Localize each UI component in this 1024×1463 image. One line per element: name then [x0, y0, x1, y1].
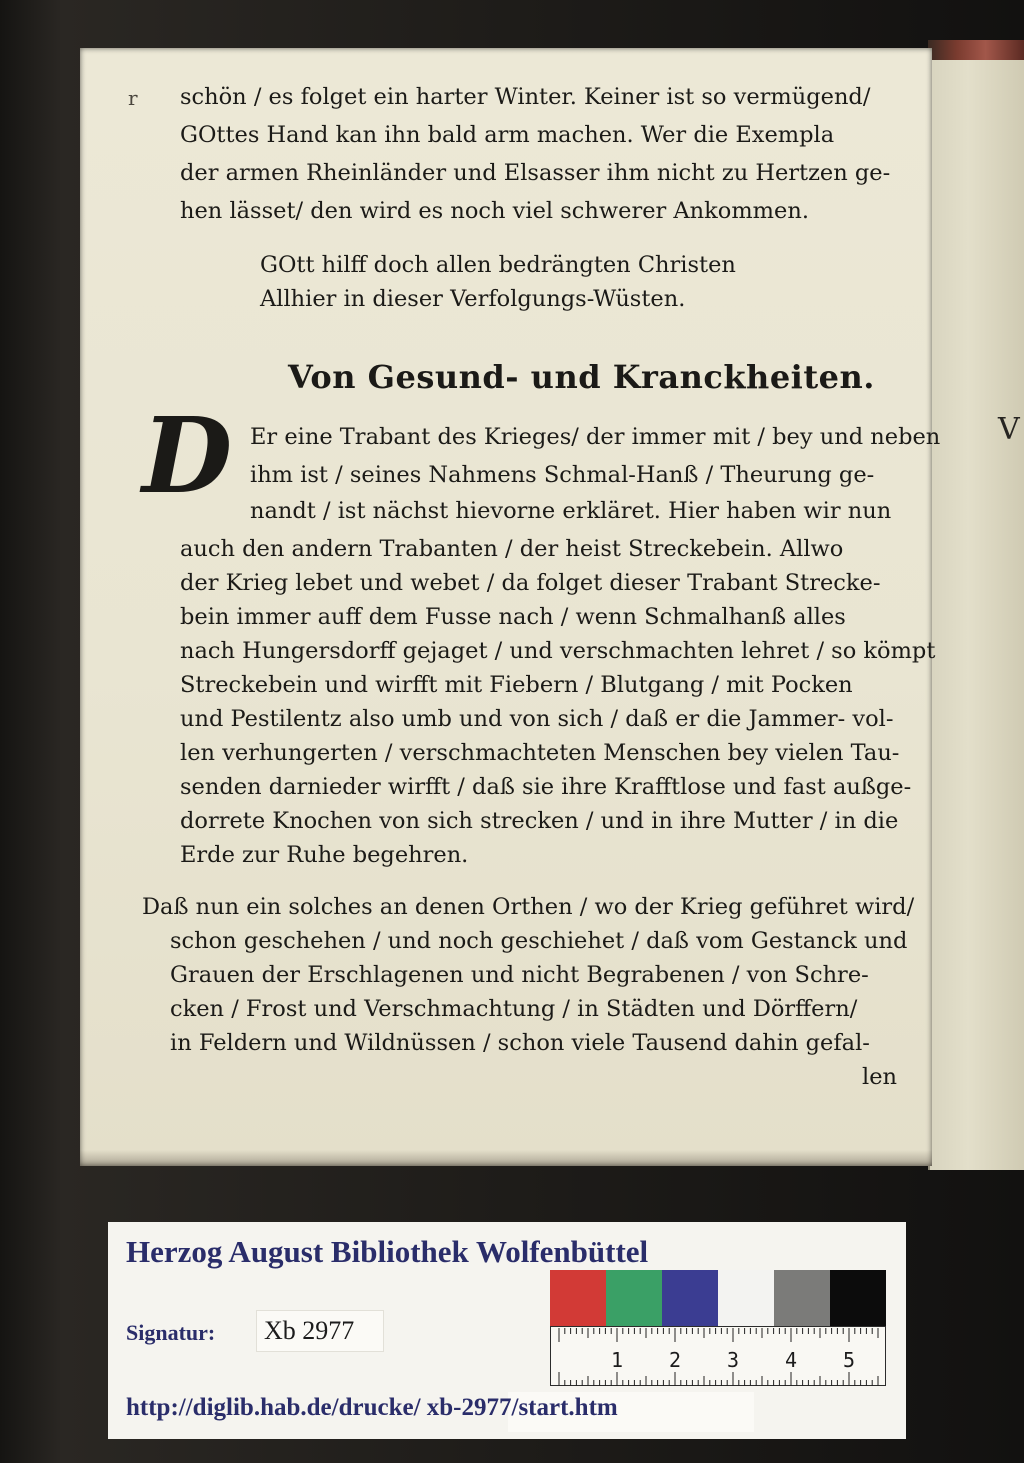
- paragraph-line: Erde zur Ruhe begehren.: [180, 842, 469, 868]
- margin-mark: r: [128, 86, 138, 110]
- paragraph-line: len verhungerten / verschmachteten Menschen bey vielen Tau-: [180, 740, 900, 766]
- catchword: len: [862, 1064, 898, 1090]
- paragraph-line: ihm ist / seines Nahmens Schmal-Hanß / Theurung ge-: [250, 462, 875, 488]
- color-swatch: [830, 1270, 886, 1326]
- color-swatch: [550, 1270, 606, 1326]
- color-swatch: [774, 1270, 830, 1326]
- paragraph-line: nandt / ist nächst hievorne erkläret. Hier haben wir nun: [250, 498, 892, 524]
- library-title: Herzog August Bibliothek Wolfenbüttel: [126, 1234, 649, 1269]
- next-page-fragment: V: [998, 412, 1020, 447]
- ruler-number: 5: [842, 1348, 856, 1372]
- measurement-ruler: [550, 1326, 886, 1386]
- verse-line: Allhier in dieser Verfolgungs-Wüsten.: [260, 286, 686, 312]
- verse-line: GOtt hilff doch allen bedrängten Christen: [260, 252, 736, 278]
- paragraph-line: und Pestilentz also umb und von sich / daß er die Jammer- vol-: [180, 706, 894, 732]
- ruler-number: 3: [726, 1348, 740, 1372]
- paragraph-line: cken / Frost und Verschmachtung / in Städten und Dörffern/: [170, 996, 858, 1022]
- signature-label: Signatur:: [126, 1320, 216, 1345]
- paragraph-line: senden darnieder wirfft / daß sie ihre Krafftlose und fast außge-: [180, 774, 912, 800]
- ruler-number: 4: [784, 1348, 798, 1372]
- document-page: [80, 48, 941, 1166]
- paragraph-line: bein immer auff dem Fusse nach / wenn Schmalhanß alles: [180, 604, 846, 630]
- text-line: GOttes Hand kan ihn bald arm machen. Wer die Exempla: [180, 122, 835, 148]
- paragraph-line: nach Hungersdorff gejaget / und verschmachten lehret / so kömpt: [180, 638, 936, 664]
- text-line: hen lässet/ den wird es noch viel schwerer Ankommen.: [180, 198, 809, 224]
- paragraph-line: dorrete Knochen von sich strecken / und in ihre Mutter / in die: [180, 808, 899, 834]
- signature-value: Xb 2977: [264, 1316, 355, 1345]
- text-line: schön / es folget ein harter Winter. Keiner ist so vermügend/: [180, 84, 871, 110]
- ruler-number: 2: [668, 1348, 682, 1372]
- ruler-number: 1: [610, 1348, 624, 1372]
- color-swatch: [718, 1270, 774, 1326]
- color-swatch: [606, 1270, 662, 1326]
- decorated-initial: D: [142, 394, 233, 517]
- paragraph-line: auch den andern Trabanten / der heist Streckebein. Allwo: [180, 536, 844, 562]
- paragraph-line: in Feldern und Wildnüssen / schon viele Tausend dahin gefal-: [170, 1030, 870, 1056]
- library-card: [108, 1222, 906, 1439]
- section-heading: Von Gesund- und Kranckheiten.: [288, 358, 875, 396]
- color-swatch: [662, 1270, 718, 1326]
- source-url: http://diglib.hab.de/drucke/ xb-2977/start.htm: [126, 1394, 618, 1421]
- paragraph-line: Daß nun ein solches an denen Orthen / wo der Krieg geführet wird/: [142, 894, 915, 920]
- paragraph-line: Er eine Trabant des Krieges/ der immer mit / bey und neben: [250, 424, 941, 450]
- ruler-graphic: [551, 1327, 887, 1387]
- text-line: der armen Rheinländer und Elsasser ihm nicht zu Hertzen ge-: [180, 160, 891, 186]
- color-calibration-strip: [550, 1270, 886, 1326]
- paragraph-line: der Krieg lebet und webet / da folget dieser Trabant Strecke-: [180, 570, 881, 596]
- paragraph-line: Grauen der Erschlagenen und nicht Begrabenen / von Schre-: [170, 962, 869, 988]
- paragraph-line: Streckebein und wirfft mit Fiebern / Blutgang / mit Pocken: [180, 672, 853, 698]
- next-page-edge: [928, 60, 1024, 1170]
- paragraph-line: schon geschehen / und noch geschiehet / daß vom Gestanck und: [170, 928, 908, 954]
